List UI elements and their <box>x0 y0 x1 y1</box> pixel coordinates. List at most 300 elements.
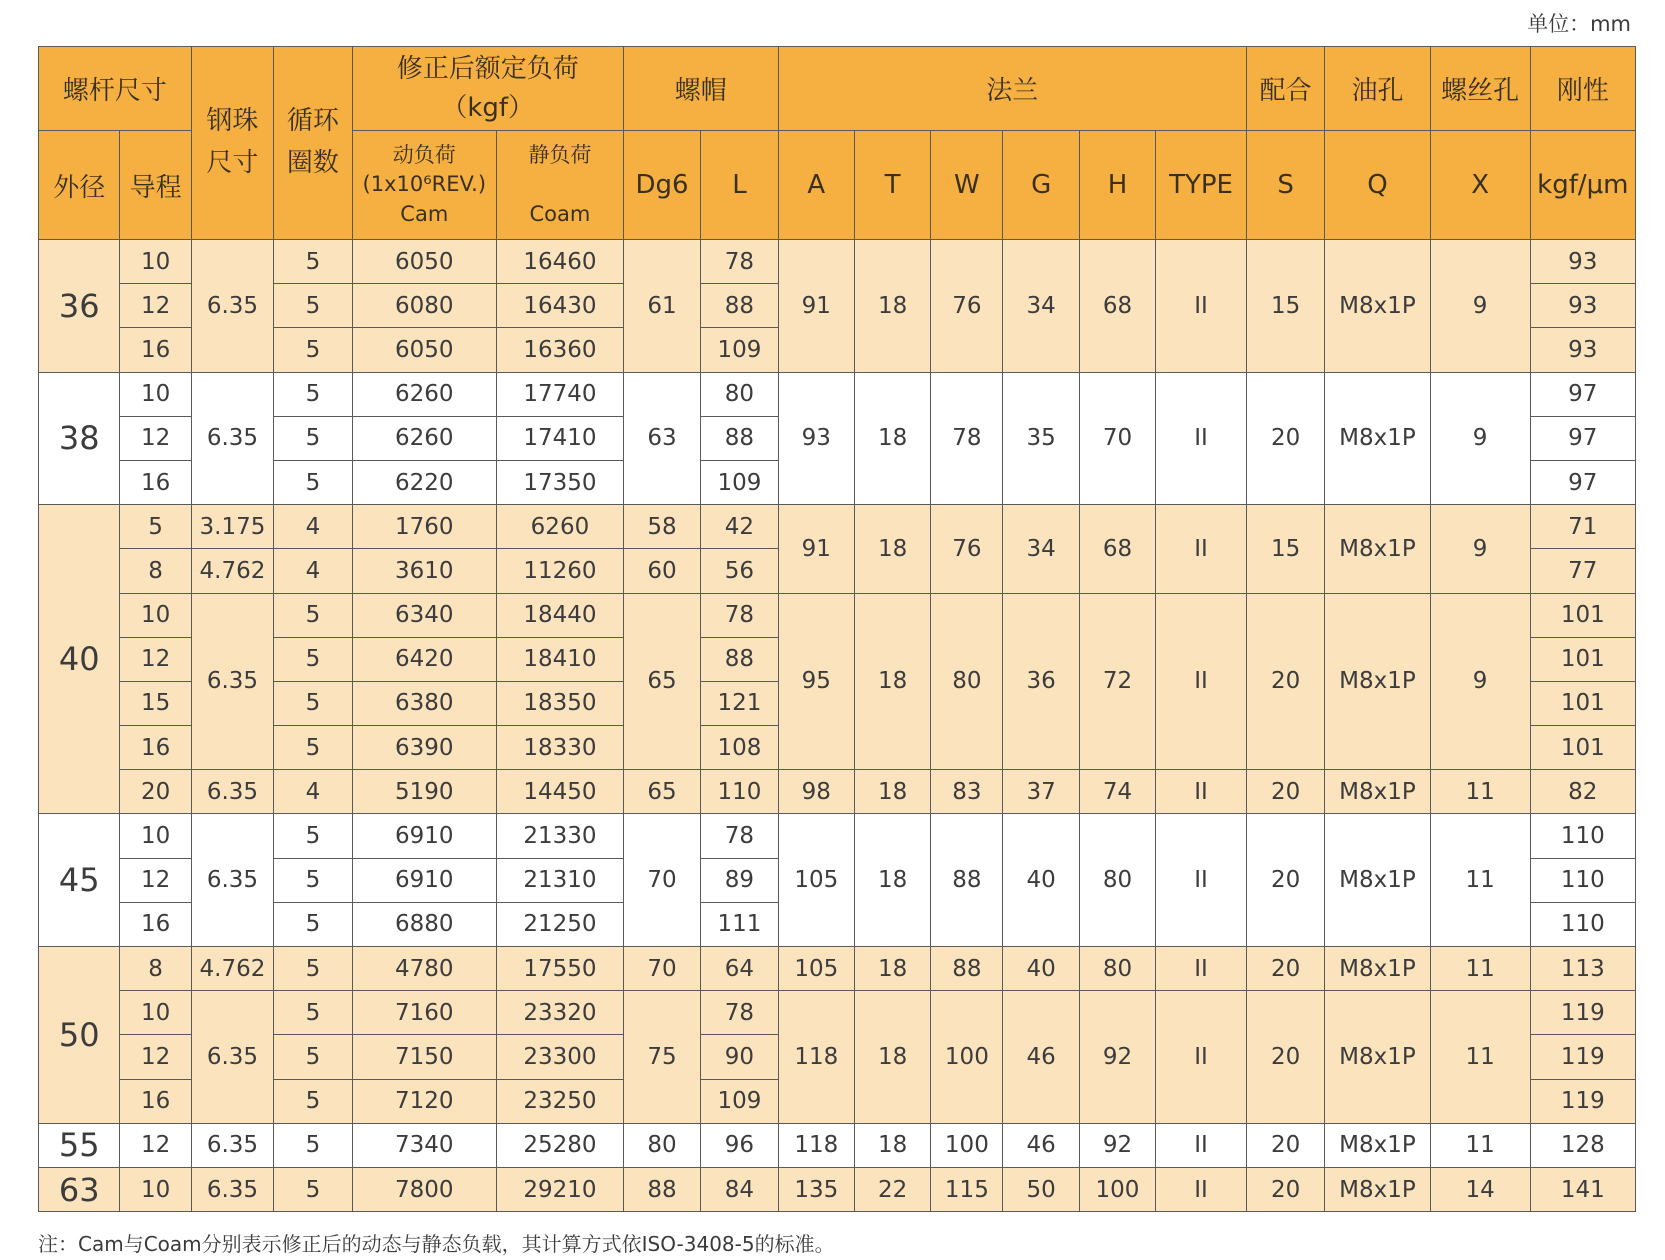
cell-w: 100 <box>931 1123 1003 1167</box>
header-flange: 法兰 <box>778 47 1246 131</box>
cell-cam: 5190 <box>352 770 496 814</box>
table-header <box>39 47 1636 240</box>
cell-l: 78 <box>701 593 778 637</box>
cell-od: 63 <box>39 1167 120 1211</box>
cell-x: 14 <box>1430 1167 1530 1211</box>
cell-lead: 10 <box>120 991 191 1035</box>
cell-cam: 7340 <box>352 1123 496 1167</box>
cell-coam: 11260 <box>497 549 624 593</box>
cell-x: 9 <box>1430 593 1530 770</box>
cell-l: 90 <box>701 1035 778 1079</box>
cell-type: II <box>1156 372 1247 505</box>
cell-type: II <box>1156 770 1247 814</box>
cell-l: 42 <box>701 505 778 549</box>
cell-coam: 17350 <box>497 460 624 504</box>
header-s: S <box>1246 131 1324 240</box>
cell-a: 135 <box>778 1167 854 1211</box>
cell-g: 40 <box>1003 814 1079 947</box>
unit-label: 单位：mm <box>1527 12 1631 36</box>
header-load-title: 修正后额定负荷 <box>396 53 579 84</box>
cell-x: 9 <box>1430 372 1530 505</box>
table-row <box>39 593 1636 637</box>
header-t: T <box>854 131 930 240</box>
cell-stiffness: 97 <box>1530 460 1635 504</box>
cell-h: 92 <box>1079 1123 1155 1167</box>
cell-w: 100 <box>931 991 1003 1124</box>
cell-h: 70 <box>1079 372 1155 505</box>
cell-stiffness: 141 <box>1530 1167 1635 1211</box>
cell-coam: 23250 <box>497 1079 624 1123</box>
header-screw-size: 螺杆尺寸 <box>39 47 192 131</box>
header-row-1 <box>39 47 1636 131</box>
cell-cam: 6420 <box>352 637 496 681</box>
cell-l: 111 <box>701 902 778 946</box>
cell-stiffness: 119 <box>1530 1035 1635 1079</box>
cell-s: 15 <box>1246 240 1324 373</box>
cell-q: M8x1P <box>1325 947 1430 991</box>
cell-dg6: 70 <box>623 947 700 991</box>
cell-a: 93 <box>778 372 854 505</box>
cell-stiffness: 110 <box>1530 902 1635 946</box>
cell-h: 80 <box>1079 947 1155 991</box>
cell-od: 50 <box>39 947 120 1124</box>
cell-w: 88 <box>931 947 1003 991</box>
cell-lead: 16 <box>120 902 191 946</box>
cell-a: 91 <box>778 505 854 593</box>
cell-circuits: 5 <box>274 726 352 770</box>
cell-q: M8x1P <box>1325 770 1430 814</box>
cell-type: II <box>1156 1167 1247 1211</box>
cell-l: 96 <box>701 1123 778 1167</box>
cell-lead: 12 <box>120 858 191 902</box>
cell-cam: 6050 <box>352 240 496 284</box>
header-coam: Coam <box>529 201 591 226</box>
cell-t: 18 <box>854 991 930 1124</box>
cell-a: 105 <box>778 814 854 947</box>
table-row <box>39 1123 1636 1167</box>
header-dynamic-rev: (1x10⁶REV.) <box>362 172 487 197</box>
cell-q: M8x1P <box>1325 505 1430 593</box>
cell-s: 20 <box>1246 947 1324 991</box>
cell-lead: 16 <box>120 1079 191 1123</box>
cell-h: 92 <box>1079 991 1155 1124</box>
cell-coam: 18330 <box>497 726 624 770</box>
cell-x: 9 <box>1430 240 1530 373</box>
group-63 <box>39 1167 1636 1211</box>
cell-circuits: 5 <box>274 284 352 328</box>
cell-coam: 17550 <box>497 947 624 991</box>
cell-circuits: 5 <box>274 1123 352 1167</box>
cell-od: 40 <box>39 505 120 814</box>
cell-l: 88 <box>701 637 778 681</box>
cell-coam: 18440 <box>497 593 624 637</box>
cell-s: 15 <box>1246 505 1324 593</box>
header-dg6: Dg6 <box>623 131 700 240</box>
cell-q: M8x1P <box>1325 991 1430 1124</box>
cell-dg6: 75 <box>623 991 700 1124</box>
cell-g: 46 <box>1003 991 1079 1124</box>
cell-l: 109 <box>701 328 778 372</box>
cell-type: II <box>1156 991 1247 1124</box>
cell-od: 38 <box>39 372 120 505</box>
cell-dg6: 65 <box>623 770 700 814</box>
cell-type: II <box>1156 947 1247 991</box>
cell-q: M8x1P <box>1325 593 1430 770</box>
cell-type: II <box>1156 814 1247 947</box>
cell-w: 80 <box>931 593 1003 770</box>
cell-q: M8x1P <box>1325 1123 1430 1167</box>
cell-stiffness: 82 <box>1530 770 1635 814</box>
cell-circuits: 4 <box>274 505 352 549</box>
cell-lead: 16 <box>120 328 191 372</box>
cell-circuits: 5 <box>274 858 352 902</box>
cell-stiffness: 71 <box>1530 505 1635 549</box>
cell-t: 18 <box>854 770 930 814</box>
cell-cam: 6080 <box>352 284 496 328</box>
cell-cam: 6260 <box>352 416 496 460</box>
cell-x: 11 <box>1430 991 1530 1124</box>
cell-cam: 6390 <box>352 726 496 770</box>
cell-l: 110 <box>701 770 778 814</box>
table-row <box>39 505 1636 549</box>
header-w: W <box>931 131 1003 240</box>
cell-cam: 7160 <box>352 991 496 1035</box>
cell-t: 18 <box>854 593 930 770</box>
header-cam: Cam <box>400 201 449 226</box>
cell-h: 68 <box>1079 505 1155 593</box>
cell-ball: 6.35 <box>191 372 274 505</box>
cell-ball: 6.35 <box>191 1167 274 1211</box>
cell-stiffness: 119 <box>1530 991 1635 1035</box>
cell-stiffness: 93 <box>1530 240 1635 284</box>
cell-x: 9 <box>1430 505 1530 593</box>
cell-lead: 12 <box>120 637 191 681</box>
cell-w: 83 <box>931 770 1003 814</box>
cell-coam: 29210 <box>497 1167 624 1211</box>
cell-a: 95 <box>778 593 854 770</box>
header-fit: 配合 <box>1246 47 1324 131</box>
cell-circuits: 4 <box>274 549 352 593</box>
cell-q: M8x1P <box>1325 1167 1430 1211</box>
cell-l: 121 <box>701 681 778 725</box>
cell-coam: 23300 <box>497 1035 624 1079</box>
cell-circuits: 5 <box>274 460 352 504</box>
group-36 <box>39 240 1636 373</box>
cell-w: 88 <box>931 814 1003 947</box>
cell-coam: 16430 <box>497 284 624 328</box>
cell-g: 35 <box>1003 372 1079 505</box>
cell-od: 36 <box>39 240 120 373</box>
cell-w: 78 <box>931 372 1003 505</box>
cell-a: 118 <box>778 991 854 1124</box>
cell-t: 18 <box>854 505 930 593</box>
cell-circuits: 4 <box>274 770 352 814</box>
cell-l: 80 <box>701 372 778 416</box>
cell-ball: 6.35 <box>191 593 274 770</box>
cell-coam: 18410 <box>497 637 624 681</box>
cell-l: 78 <box>701 240 778 284</box>
cell-type: II <box>1156 593 1247 770</box>
cell-circuits: 5 <box>274 902 352 946</box>
cell-lead: 15 <box>120 681 191 725</box>
cell-coam: 23320 <box>497 991 624 1035</box>
header-circuits: 循环 圈数 <box>274 47 352 240</box>
cell-g: 50 <box>1003 1167 1079 1211</box>
cell-lead: 20 <box>120 770 191 814</box>
cell-h: 74 <box>1079 770 1155 814</box>
header-load <box>352 47 623 131</box>
group-45 <box>39 814 1636 947</box>
cell-cam: 7800 <box>352 1167 496 1211</box>
cell-lead: 10 <box>120 1167 191 1211</box>
cell-lead: 12 <box>120 416 191 460</box>
cell-lead: 10 <box>120 814 191 858</box>
cell-dg6: 70 <box>623 814 700 947</box>
cell-l: 109 <box>701 1079 778 1123</box>
cell-t: 22 <box>854 1167 930 1211</box>
cell-cam: 1760 <box>352 505 496 549</box>
cell-q: M8x1P <box>1325 372 1430 505</box>
cell-g: 36 <box>1003 593 1079 770</box>
cell-a: 105 <box>778 947 854 991</box>
cell-dg6: 61 <box>623 240 700 373</box>
cell-stiffness: 119 <box>1530 1079 1635 1123</box>
cell-cam: 6340 <box>352 593 496 637</box>
cell-q: M8x1P <box>1325 240 1430 373</box>
cell-circuits: 5 <box>274 372 352 416</box>
cell-l: 88 <box>701 284 778 328</box>
cell-s: 20 <box>1246 1167 1324 1211</box>
cell-a: 118 <box>778 1123 854 1167</box>
cell-coam: 18350 <box>497 681 624 725</box>
group-38 <box>39 372 1636 505</box>
cell-coam: 21330 <box>497 814 624 858</box>
cell-q: M8x1P <box>1325 814 1430 947</box>
header-x: X <box>1430 131 1530 240</box>
cell-h: 100 <box>1079 1167 1155 1211</box>
header-nut: 螺帽 <box>623 47 778 131</box>
table-row <box>39 947 1636 991</box>
cell-l: 78 <box>701 814 778 858</box>
cell-s: 20 <box>1246 814 1324 947</box>
cell-circuits: 5 <box>274 947 352 991</box>
cell-stiffness: 93 <box>1530 328 1635 372</box>
header-l: L <box>701 131 778 240</box>
header-oil-hole: 油孔 <box>1325 47 1430 131</box>
cell-cam: 6880 <box>352 902 496 946</box>
cell-type: II <box>1156 240 1247 373</box>
cell-ball: 6.35 <box>191 991 274 1124</box>
cell-s: 20 <box>1246 372 1324 505</box>
header-dynamic: 动负荷 <box>392 142 456 167</box>
cell-dg6: 80 <box>623 1123 700 1167</box>
header-kgf-um: kgf/μm <box>1530 131 1635 240</box>
cell-od: 45 <box>39 814 120 947</box>
cell-coam: 21250 <box>497 902 624 946</box>
header-static-load <box>497 131 624 240</box>
cell-coam: 14450 <box>497 770 624 814</box>
cell-dg6: 88 <box>623 1167 700 1211</box>
cell-ball: 6.35 <box>191 1123 274 1167</box>
cell-cam: 6910 <box>352 858 496 902</box>
cell-h: 68 <box>1079 240 1155 373</box>
cell-lead: 12 <box>120 1123 191 1167</box>
cell-x: 11 <box>1430 1123 1530 1167</box>
header-dynamic-load <box>352 131 496 240</box>
spec-table-wrapper <box>38 46 1636 1212</box>
cell-dg6: 65 <box>623 593 700 770</box>
cell-lead: 12 <box>120 284 191 328</box>
cell-w: 115 <box>931 1167 1003 1211</box>
cell-circuits: 5 <box>274 593 352 637</box>
cell-w: 76 <box>931 240 1003 373</box>
cell-t: 18 <box>854 814 930 947</box>
cell-ball: 4.762 <box>191 549 274 593</box>
cell-stiffness: 113 <box>1530 947 1635 991</box>
cell-g: 34 <box>1003 505 1079 593</box>
cell-w: 76 <box>931 505 1003 593</box>
cell-circuits: 5 <box>274 1079 352 1123</box>
cell-h: 72 <box>1079 593 1155 770</box>
header-g: G <box>1003 131 1079 240</box>
cell-stiffness: 77 <box>1530 549 1635 593</box>
header-static: 静负荷 <box>528 142 592 167</box>
cell-l: 78 <box>701 991 778 1035</box>
header-type: TYPE <box>1156 131 1247 240</box>
cell-s: 20 <box>1246 593 1324 770</box>
cell-circuits: 5 <box>274 240 352 284</box>
cell-s: 20 <box>1246 770 1324 814</box>
cell-coam: 6260 <box>497 505 624 549</box>
cell-stiffness: 101 <box>1530 726 1635 770</box>
cell-od: 55 <box>39 1123 120 1167</box>
cell-cam: 4780 <box>352 947 496 991</box>
cell-stiffness: 101 <box>1530 593 1635 637</box>
cell-ball: 4.762 <box>191 947 274 991</box>
header-a: A <box>778 131 854 240</box>
cell-circuits: 5 <box>274 991 352 1035</box>
cell-cam: 3610 <box>352 549 496 593</box>
cell-stiffness: 128 <box>1530 1123 1635 1167</box>
cell-circuits: 5 <box>274 328 352 372</box>
table-row <box>39 240 1636 284</box>
group-50 <box>39 947 1636 1124</box>
cell-circuits: 5 <box>274 681 352 725</box>
cell-l: 109 <box>701 460 778 504</box>
cell-cam: 6910 <box>352 814 496 858</box>
header-od: 外径 <box>39 131 120 240</box>
cell-circuits: 5 <box>274 814 352 858</box>
cell-cam: 6380 <box>352 681 496 725</box>
cell-ball: 6.35 <box>191 240 274 373</box>
cell-x: 11 <box>1430 947 1530 991</box>
cell-t: 18 <box>854 240 930 373</box>
cell-g: 40 <box>1003 947 1079 991</box>
cell-dg6: 58 <box>623 505 700 549</box>
cell-cam: 7120 <box>352 1079 496 1123</box>
footnote: 注：Cam与Coam分别表示修正后的动态与静态负载，其计算方式依ISO-3408-5的标准。 <box>38 1232 835 1256</box>
header-q: Q <box>1325 131 1430 240</box>
header-screw-hole: 螺丝孔 <box>1430 47 1530 131</box>
group-40 <box>39 505 1636 814</box>
cell-l: 64 <box>701 947 778 991</box>
cell-a: 91 <box>778 240 854 373</box>
cell-lead: 10 <box>120 593 191 637</box>
cell-dg6: 63 <box>623 372 700 505</box>
cell-coam: 25280 <box>497 1123 624 1167</box>
cell-lead: 5 <box>120 505 191 549</box>
cell-a: 98 <box>778 770 854 814</box>
table-row <box>39 814 1636 858</box>
cell-stiffness: 97 <box>1530 416 1635 460</box>
cell-l: 88 <box>701 416 778 460</box>
cell-coam: 16360 <box>497 328 624 372</box>
cell-stiffness: 93 <box>1530 284 1635 328</box>
cell-lead: 8 <box>120 947 191 991</box>
cell-ball: 6.35 <box>191 814 274 947</box>
cell-lead: 16 <box>120 726 191 770</box>
cell-ball: 3.175 <box>191 505 274 549</box>
cell-coam: 17740 <box>497 372 624 416</box>
table-row <box>39 770 1636 814</box>
cell-circuits: 5 <box>274 1035 352 1079</box>
cell-s: 20 <box>1246 991 1324 1124</box>
cell-lead: 10 <box>120 372 191 416</box>
cell-stiffness: 101 <box>1530 681 1635 725</box>
cell-l: 84 <box>701 1167 778 1211</box>
cell-g: 46 <box>1003 1123 1079 1167</box>
cell-coam: 16460 <box>497 240 624 284</box>
cell-circuits: 5 <box>274 1167 352 1211</box>
cell-g: 37 <box>1003 770 1079 814</box>
cell-t: 18 <box>854 947 930 991</box>
header-lead: 导程 <box>120 131 191 240</box>
cell-coam: 21310 <box>497 858 624 902</box>
cell-coam: 17410 <box>497 416 624 460</box>
cell-lead: 12 <box>120 1035 191 1079</box>
cell-t: 18 <box>854 372 930 505</box>
cell-g: 34 <box>1003 240 1079 373</box>
cell-type: II <box>1156 1123 1247 1167</box>
cell-x: 11 <box>1430 770 1530 814</box>
cell-circuits: 5 <box>274 416 352 460</box>
cell-cam: 6260 <box>352 372 496 416</box>
cell-lead: 8 <box>120 549 191 593</box>
cell-circuits: 5 <box>274 637 352 681</box>
cell-stiffness: 110 <box>1530 814 1635 858</box>
cell-stiffness: 110 <box>1530 858 1635 902</box>
cell-t: 18 <box>854 1123 930 1167</box>
cell-lead: 16 <box>120 460 191 504</box>
cell-s: 20 <box>1246 1123 1324 1167</box>
header-load-unit: （kgf） <box>441 92 535 123</box>
table-row <box>39 991 1636 1035</box>
cell-h: 80 <box>1079 814 1155 947</box>
cell-lead: 10 <box>120 240 191 284</box>
ballscrew-spec-table <box>38 46 1636 1212</box>
table-row <box>39 1167 1636 1211</box>
cell-stiffness: 101 <box>1530 637 1635 681</box>
cell-type: II <box>1156 505 1247 593</box>
header-stiffness: 刚性 <box>1530 47 1635 131</box>
cell-stiffness: 97 <box>1530 372 1635 416</box>
cell-l: 89 <box>701 858 778 902</box>
cell-l: 56 <box>701 549 778 593</box>
cell-ball: 6.35 <box>191 770 274 814</box>
header-h: H <box>1079 131 1155 240</box>
cell-x: 11 <box>1430 814 1530 947</box>
group-55 <box>39 1123 1636 1167</box>
